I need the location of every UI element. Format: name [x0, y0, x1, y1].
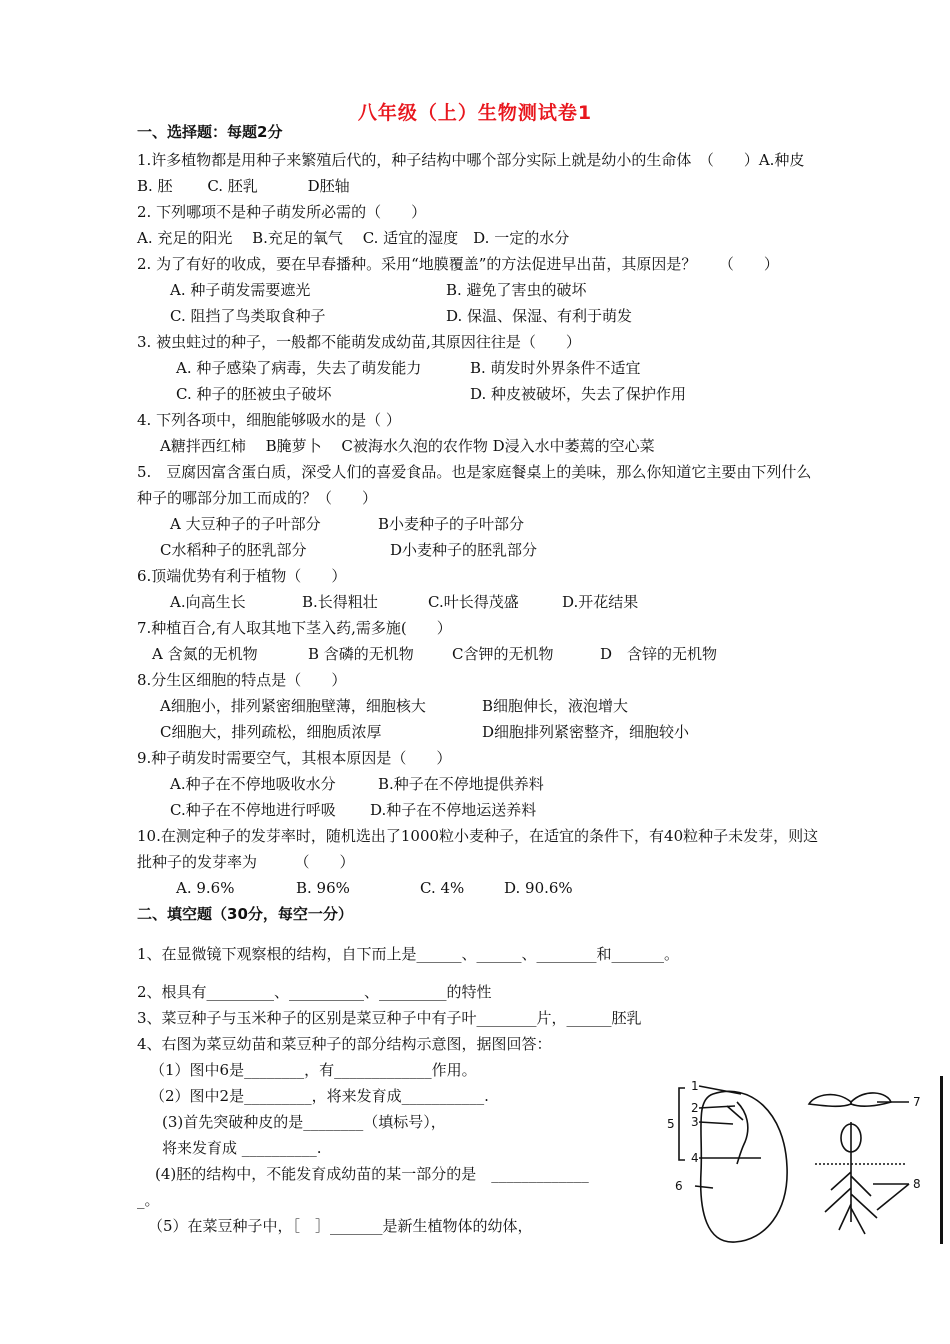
- question-4-text: 4. 下列各项中，细胞能够吸水的是（ ）: [137, 411, 401, 429]
- question-2b-option-d: D. 保温、保湿、有利于萌发: [446, 307, 633, 325]
- question-8-option-c: C细胞大，排列疏松，细胞质浓厚: [160, 723, 382, 741]
- question-2-options: A. 充足的阳光 B.充足的氧气 C. 适宜的湿度 D. 一定的水分: [137, 229, 570, 247]
- question-5-text: 5. 豆腐因富含蛋白质，深受人们的喜爱食品。也是家庭餐桌上的美味，那么你知道它主要由下列什么: [137, 463, 812, 481]
- question-7-text: 7.种植百合,有人取其地下茎入药,需多施( ）: [137, 619, 452, 637]
- figure-label-7: 7: [913, 1095, 921, 1109]
- fill-question-4-part-1: （1）图中6是________，有_____________作用。: [150, 1061, 477, 1079]
- figure-label-4: 4: [691, 1151, 699, 1165]
- question-3-text: 3. 被虫蛀过的种子，一般都不能萌发成幼苗,其原因往往是（ ）: [137, 333, 581, 351]
- page-title: 八年级（上）生物测试卷1: [357, 102, 593, 124]
- seedling-leaf-left: [809, 1095, 851, 1107]
- question-6-option-b: B.长得粗壮: [302, 593, 378, 611]
- question-9-option-b: B.种子在不停地提供养料: [378, 775, 544, 793]
- question-5-option-c: C水稻种子的胚乳部分: [160, 541, 307, 559]
- question-7-option-a: A 含氮的无机物: [152, 645, 258, 663]
- section-heading-fill: 二、填空题（30分，每空一分）: [137, 905, 353, 923]
- question-1-options: B. 胚 C. 胚乳 D胚轴: [137, 177, 350, 195]
- question-9-option-c: C.种子在不停地进行呼吸: [170, 801, 336, 819]
- question-10-option-d: D. 90.6%: [504, 879, 573, 897]
- seedling-leaf-right: [851, 1093, 891, 1106]
- question-3-option-c: C. 种子的胚被虫子破坏: [176, 385, 332, 403]
- question-6-option-d: D.开花结果: [562, 593, 639, 611]
- question-1-text: 1.许多植物都是用种子来繁殖后代的，种子结构中哪个部分实际上就是幼小的生命体 （ ）A.种皮: [137, 151, 805, 169]
- question-2b-option-b: B. 避免了害虫的破坏: [446, 281, 587, 299]
- question-6-text: 6.顶端优势有利于植物（ ）: [137, 567, 347, 585]
- question-4-options: A糖拌西红柿 B腌萝卜 C被海水久泡的农作物 D浸入水中萎蔫的空心菜: [160, 437, 655, 455]
- figure-label-2: 2: [691, 1101, 699, 1115]
- figure-label-1: 1: [691, 1079, 699, 1093]
- embryo-radicle-shape: [737, 1102, 748, 1164]
- question-8-text: 8.分生区细胞的特点是（ ）: [137, 671, 347, 689]
- fill-question-2: 2、根具有_________、__________、_________的特性: [137, 983, 492, 1001]
- fill-question-4: 4、右图为菜豆幼苗和菜豆种子的部分结构示意图，据图回答：: [137, 1035, 552, 1053]
- question-10-option-a: A. 9.6%: [176, 879, 235, 897]
- question-2-text: 2. 下列哪项不是种子萌发所必需的（ ）: [137, 203, 427, 221]
- leader-line-6: [695, 1186, 713, 1188]
- question-2b-text: 2. 为了有好的收成，要在早春播种。采用“地膜覆盖”的方法促进早出苗，其原因是？ （ ）: [137, 255, 779, 273]
- question-6-option-a: A.向高生长: [170, 593, 246, 611]
- bracket-5: [679, 1088, 685, 1160]
- question-5-text-cont: 种子的哪部分加工而成的？（ ）: [137, 489, 378, 507]
- leader-line-3: [699, 1122, 733, 1124]
- question-8-option-d: D细胞排列紧密整齐，细胞较小: [482, 723, 690, 741]
- question-10-option-c: C. 4%: [420, 879, 465, 897]
- figure-label-5: 5: [667, 1117, 675, 1131]
- question-2b-option-c: C. 阻挡了鸟类取食种子: [170, 307, 326, 325]
- fill-question-4-part-5: （5）在菜豆种子中，［ ］_______是新生植物体的幼体，: [148, 1217, 533, 1235]
- question-9-option-d: D.种子在不停地运送养料: [370, 801, 537, 819]
- question-5-option-d: D小麦种子的胚乳部分: [390, 541, 538, 559]
- bean-seed-seedling-figure: [655, 1072, 945, 1250]
- question-10-option-b: B. 96%: [296, 879, 350, 897]
- figure-label-3: 3: [691, 1115, 699, 1129]
- figure-label-6: 6: [675, 1179, 683, 1193]
- question-7-option-d: D 含锌的无机物: [600, 645, 718, 663]
- fill-question-4-part-3-cont: 将来发育成 __________.: [162, 1139, 322, 1157]
- question-8-option-a: A细胞小，排列紧密细胞壁薄，细胞核大: [160, 697, 426, 715]
- figure-edge-bar: [940, 1076, 943, 1244]
- figure-label-8: 8: [913, 1177, 921, 1191]
- section-heading-choice: 一、选择题：每题2分: [137, 123, 283, 141]
- question-3-option-a: A. 种子感染了病毒，失去了萌发能力: [176, 359, 422, 377]
- question-9-text: 9.种子萌发时需要空气，其根本原因是（ ）: [137, 749, 452, 767]
- question-7-option-b: B 含磷的无机物: [308, 645, 414, 663]
- fill-question-4-part-4: (4)胚的结构中，不能发育成幼苗的某一部分的是 _____________: [155, 1165, 589, 1183]
- fill-question-4-part-2: （2）图中2是_________，将来发育成___________.: [150, 1087, 489, 1105]
- question-5-option-a: A 大豆种子的子叶部分: [170, 515, 321, 533]
- fill-question-1: 1、在显微镜下观察根的结构，自下而上是______、______、________和_______。: [137, 945, 680, 963]
- question-3-option-d: D. 种皮被破坏，失去了保护作用: [470, 385, 687, 403]
- question-2b-option-a: A. 种子萌发需要遮光: [170, 281, 311, 299]
- seed-coat-outline: [701, 1091, 787, 1242]
- question-6-option-c: C.叶长得茂盛: [428, 593, 519, 611]
- fill-question-3: 3、菜豆种子与玉米种子的区别是菜豆种子中有子叶________片，______胚乳: [137, 1009, 642, 1027]
- seedling-roots: [825, 1164, 877, 1234]
- plumule-line: [727, 1106, 743, 1120]
- fill-question-4-part-3: (3)首先突破种皮的是________（填标号），: [162, 1113, 446, 1131]
- leader-line-8b: [877, 1184, 909, 1210]
- question-5-option-b: B小麦种子的子叶部分: [378, 515, 525, 533]
- question-9-option-a: A.种子在不停地吸收水分: [170, 775, 336, 793]
- question-8-option-b: B细胞伸长，液泡增大: [482, 697, 629, 715]
- question-3-option-b: B. 萌发时外界条件不适宜: [470, 359, 641, 377]
- question-10-text: 10.在测定种子的发芽率时，随机选出了1000粒小麦种子，在适宜的条件下，有40粒种子未发芽，则这: [137, 827, 819, 845]
- question-7-option-c: C含钾的无机物: [452, 645, 554, 663]
- question-10-text-cont: 批种子的发芽率为 （ ）: [137, 853, 355, 871]
- fill-question-4-part-4-cont: _。: [137, 1191, 160, 1209]
